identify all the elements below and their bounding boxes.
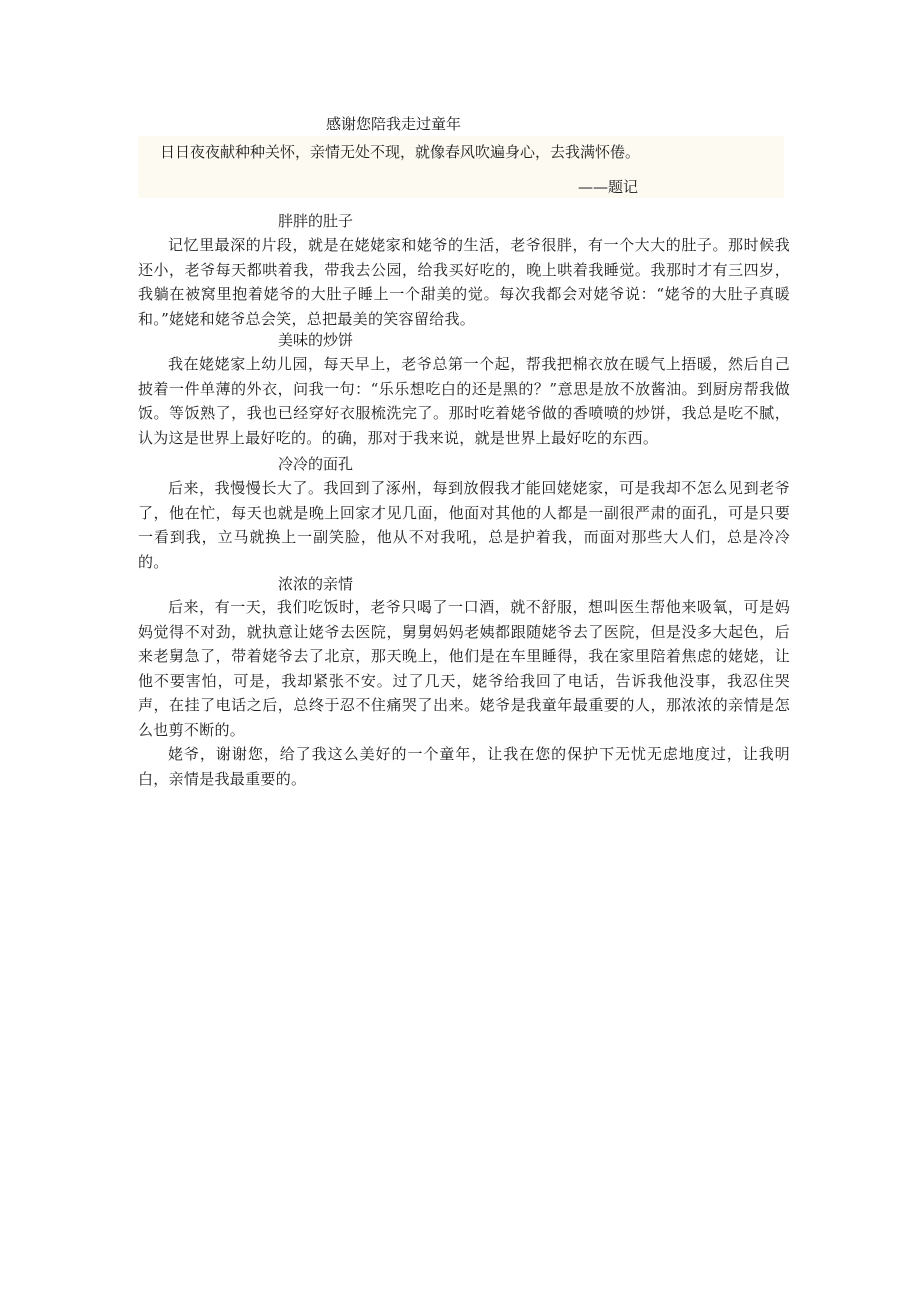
epigraph-signature: ——题记: [578, 178, 639, 196]
section-heading: 浓浓的亲情: [278, 575, 354, 593]
section-heading: 胖胖的肚子: [278, 212, 354, 230]
section-paragraph: 记忆里最深的片段，就是在姥姥家和姥爷的生活，老爷很胖，有一个大大的肚子。那时候我还小，老爷每天都哄着我，带我去公园，给我买好吃的，晚上哄着我睡觉。我那时才有三四岁，我躺在被窝里抱着姥爷的大肚子睡上一个甜美的觉。每次我都会对姥爷说：“姥爷的大肚子真暖和。”姥姥和姥爷总会笑，总把最美的笑容留给我。: [138, 236, 790, 328]
closing-paragraph: 姥爷，谢谢您，给了我这么美好的一个童年，让我在您的保护下无忧无虑地度过，让我明白，亲情是我最重要的。: [138, 745, 790, 788]
document-title: 感谢您陪我走过童年: [326, 115, 462, 133]
section-heading: 冷冷的面孔: [278, 455, 354, 473]
section-paragraph: 后来，有一天，我们吃饭时，老爷只喝了一口酒，就不舒服，想叫医生帮他来吸氧，可是妈妈觉得不对劲，就执意让姥爷去医院，舅舅妈妈老姨都跟随姥爷去了医院，但是没多大起色，后来老舅急了，带着姥爷去了北京，那天晚上，他们是在车里睡得，我在家里陪着焦虑的姥姥，让他不要害怕，可是，我却紧张不安。过了几天，姥爷给我回了电话，告诉我他没事，我忍住哭声，在挂了电话之后，总终于忍不住痛哭了出来。姥爷是我童年最重要的人，那浓浓的亲情是怎么也剪不断的。: [138, 598, 790, 739]
section-paragraph: 后来，我慢慢长大了。我回到了涿州，每到放假我才能回姥姥家，可是我却不怎么见到老爷了，他在忙，每天也就是晚上回家才见几面，他面对其他的人都是一副很严肃的面孔，可是只要一看到我，立马就换上一副笑脸，他从不对我吼，总是护着我，而面对那些大人们，总是冷冷的。: [138, 479, 790, 571]
epigraph-text: 日日夜夜献种种关怀，亲情无处不现，就像春风吹遍身心，去我满怀倦。: [160, 143, 641, 161]
section-heading: 美味的炒饼: [278, 331, 354, 349]
section-paragraph: 我在姥姥家上幼儿园，每天早上，老爷总第一个起，帮我把棉衣放在暖气上捂暖，然后自己披着一件单薄的外衣，问我一句：“乐乐想吃白的还是黑的？”意思是放不放酱油。到厨房帮我做饭。等饭熟了，我也已经穿好衣服梳洗完了。那时吃着姥爷做的香喷喷的炒饼，我总是吃不腻，认为这是世界上最好吃的。的确，那对于我来说，就是世界上最好吃的东西。: [138, 355, 790, 447]
epigraph-box: [138, 136, 784, 198]
